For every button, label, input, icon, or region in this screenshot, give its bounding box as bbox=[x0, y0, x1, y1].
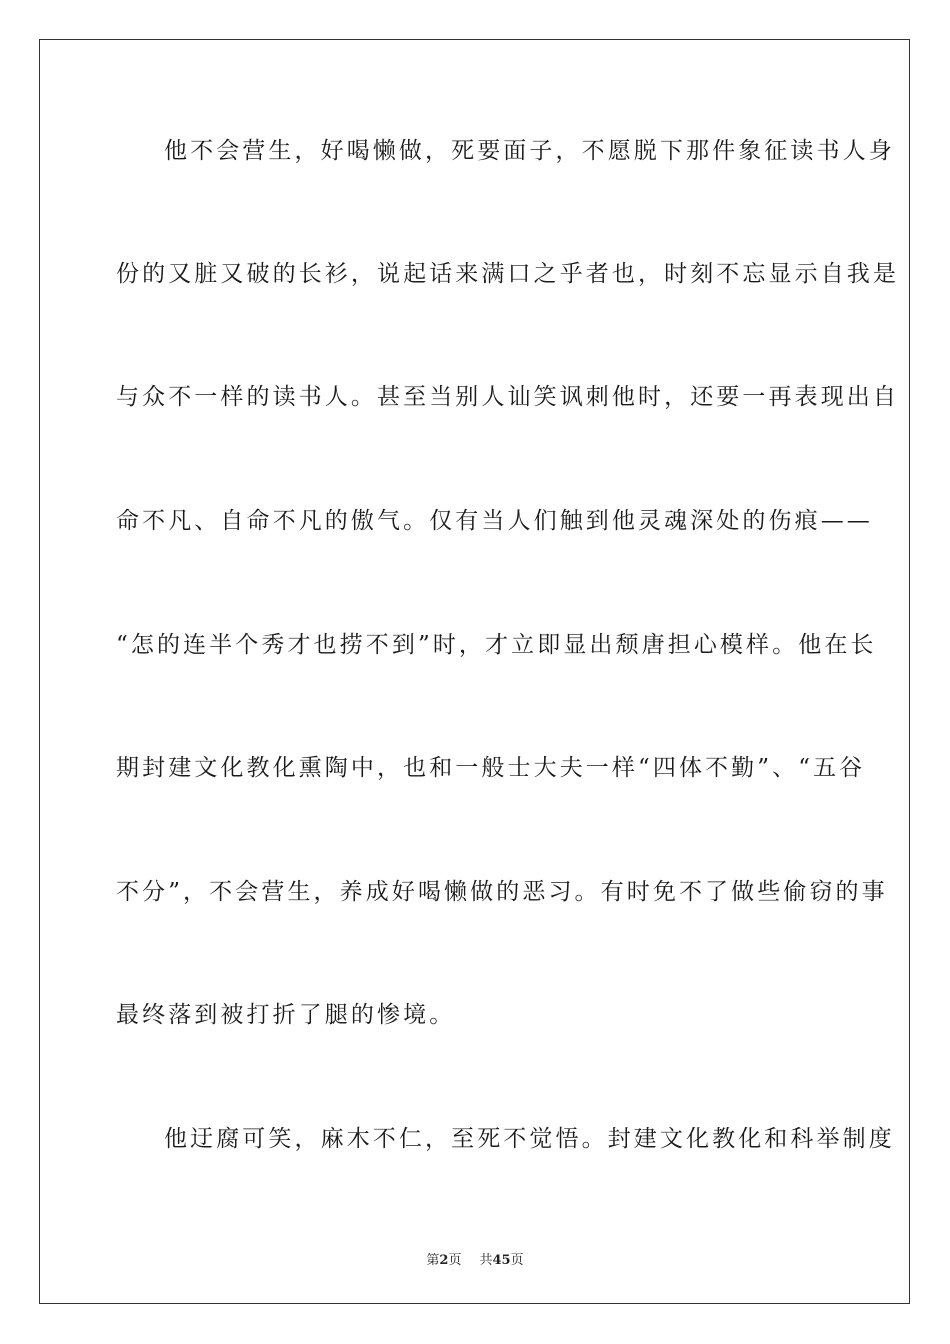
page-suffix: 页 bbox=[448, 1253, 462, 1268]
page-number: 2 bbox=[439, 1253, 449, 1268]
paragraph-line: 他迂腐可笑，麻木不仁，至死不觉悟。封建文化教化和科举制度 bbox=[164, 1126, 895, 1152]
page-prefix: 第 bbox=[426, 1253, 440, 1268]
paragraph-line: 份的又脏又破的长衫，说起话来满口之乎者也，时刻不忘显示自我是 bbox=[116, 261, 899, 287]
paragraph-line: 最终落到被打折了腿的惨境。 bbox=[116, 1002, 456, 1028]
paragraph-line: 期封建文化教化熏陶中，也和一般士大夫一样“四体不勤”、“五谷 bbox=[116, 755, 866, 781]
page-border bbox=[39, 39, 910, 1304]
paragraph-line: 他不会营生，好喝懒做，死要面子，不愿脱下那件象征读书人身 bbox=[164, 138, 895, 164]
page-footer bbox=[0, 1249, 950, 1268]
paragraph-line: 不分”，不会营生，养成好喝懒做的恶习。有时免不了做些偷窃的事 bbox=[116, 879, 888, 905]
paragraph-line: 与众不一样的读书人。甚至当别人讪笑讽刺他时，还要一再表现出自 bbox=[116, 384, 899, 410]
total-suffix: 页 bbox=[510, 1253, 524, 1268]
paragraph-line: 命不凡、自命不凡的傲气。仅有当人们触到他灵魂深处的伤痕—— bbox=[116, 508, 873, 534]
paragraph-line: “怎的连半个秀才也捞不到”时，才立即显出颓唐担心模样。他在长 bbox=[116, 632, 877, 658]
total-pages: 45 bbox=[492, 1253, 511, 1268]
total-prefix: 共 bbox=[479, 1253, 493, 1268]
